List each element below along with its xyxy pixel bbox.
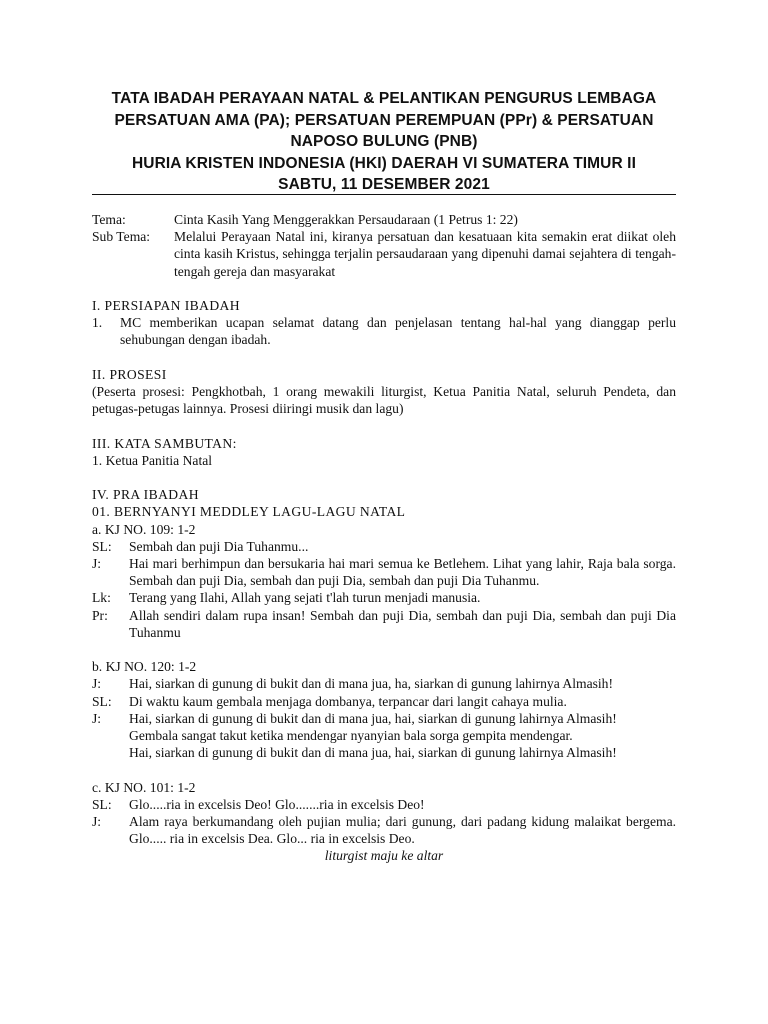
hymn-line — [92, 796, 676, 813]
list-text: MC memberikan ucapan selamat datang dan penjelasan tentang hal-hal yang dianggap perlu sehubungan dengan ibadah. — [120, 315, 676, 348]
section-heading: I. PERSIAPAN IBADAH — [92, 298, 240, 313]
document-body — [92, 211, 676, 865]
hymn-line — [92, 710, 676, 727]
hymn-line — [92, 675, 676, 692]
hymn-text: Terang yang Ilahi, Allah yang sejati t'lah turun menjadi manusia. — [129, 590, 481, 606]
hymn-text: Hai, siarkan di gunung di bukit dan di mana jua, hai, siarkan di gunung lahirnya Almasih! — [129, 710, 617, 726]
speaker-label: Pr: — [92, 607, 108, 623]
title-line: NAPOSO BULUNG (PNB) — [290, 133, 478, 150]
hymn-line — [92, 555, 676, 589]
speaker-label: J: — [92, 814, 102, 830]
title-line: SABTU, 11 DESEMBER 2021 — [278, 176, 490, 193]
speaker-label: J: — [92, 710, 102, 726]
section-heading: III. KATA SAMBUTAN: — [92, 435, 237, 451]
speaker-label: Lk: — [92, 590, 111, 606]
section-heading: II. PROSESI — [92, 366, 167, 382]
section-item: 1. Ketua Panitia Natal — [92, 452, 213, 468]
hymn-text: Sembah dan puji Dia Tuhanmu... — [129, 538, 309, 554]
tema-text: Cinta Kasih Yang Menggerakkan Persaudaraan (1 Petrus 1: 22) — [174, 212, 518, 227]
subtema-label: Sub Tema: — [92, 229, 151, 245]
hymn-text: Gembala sangat takut ketika mendengar nyanyian bala sorga gempita mendengar. — [129, 728, 573, 744]
section-heading: IV. PRA IBADAH — [92, 487, 199, 503]
list-number: 1. — [92, 315, 103, 331]
document-title — [92, 88, 676, 196]
hymn-line — [92, 693, 676, 710]
subsection-heading: 01. BERNYANYI MEDDLEY LAGU-LAGU NATAL — [92, 504, 406, 520]
speaker-label: SL: — [92, 538, 112, 554]
speaker-label: SL: — [92, 796, 112, 812]
tema-label: Tema: — [92, 212, 126, 227]
speaker-label: J: — [92, 676, 102, 692]
hymn-text: Hai, siarkan di gunung di bukit dan di mana jua, hai, siarkan di gunung lahirnya Almasih! — [129, 745, 617, 761]
rubric-note: liturgist maju ke altar — [324, 848, 444, 864]
hymn-text: Alam raya berkumandang oleh pujian mulia; dari gunung, dari padang kidung malaikat bergema. Glo..... ria in excelsis Dea. Glo... ria in excelsis Deo. — [129, 814, 676, 847]
hymn-line — [92, 589, 676, 606]
subtema-text: Melalui Perayaan Natal ini, kiranya persatuan dan kesatuaan kita semakin erat diikat oleh cinta kasih Kristus, sehingga terjalin persaudaraan yang dipenuhi damai sejahtera di tengah-tengah gereja dan masyarakat — [174, 229, 676, 279]
hymn-text: Glo.....ria in excelsis Deo! Glo.......ria in excelsis Deo! — [129, 796, 425, 812]
speaker-label: J: — [92, 556, 102, 571]
hymn-text: Di waktu kaum gembala menjaga dombanya, terpancar dari langit cahaya mulia. — [129, 693, 567, 709]
title-divider — [92, 194, 676, 195]
section-text: (Peserta prosesi: Pengkhotbah, 1 orang mewakili liturgist, Ketua Panitia Natal, seluruh Pendeta, dan petugas-petugas lainnya. Prosesi diiringi musik dan lagu) — [92, 384, 676, 417]
subtema-row — [92, 228, 676, 280]
title-line: HURIA KRISTEN INDONESIA (HKI) DAERAH VI SUMATERA TIMUR II — [132, 154, 636, 172]
hymn-text: Hai, siarkan di gunung di bukit dan di mana jua, ha, siarkan di gunung lahirnya Almasih! — [129, 676, 613, 692]
tema-row — [92, 211, 676, 228]
speaker-label: SL: — [92, 693, 112, 709]
hymn-title: c. KJ NO. 101: 1-2 — [92, 779, 196, 795]
hymn-line — [92, 538, 676, 555]
title-line: PERSATUAN AMA (PA); PERSATUAN PEREMPUAN (PPr) & PERSATUAN — [114, 111, 654, 129]
list-item — [92, 314, 676, 348]
hymn-text: Allah sendiri dalam rupa insan! Sembah dan puji Dia, sembah dan puji Dia, sembah dan puji Dia Tuhanmu — [129, 607, 676, 640]
hymn-line — [92, 607, 676, 641]
title-line: TATA IBADAH PERAYAAN NATAL & PELANTIKAN PENGURUS LEMBAGA — [111, 90, 657, 107]
hymn-title: b. KJ NO. 120: 1-2 — [92, 659, 197, 675]
hymn-text: Hai mari berhimpun dan bersukaria hai mari semua ke Betlehem. Lihat yang lahir, Raja bala sorga. Sembah dan puji Dia, sembah dan puji Dia, sembah dan puji Dia Tuhanmu. — [129, 556, 676, 589]
hymn-line — [92, 813, 676, 847]
hymn-title: a. KJ NO. 109: 1-2 — [92, 521, 196, 537]
